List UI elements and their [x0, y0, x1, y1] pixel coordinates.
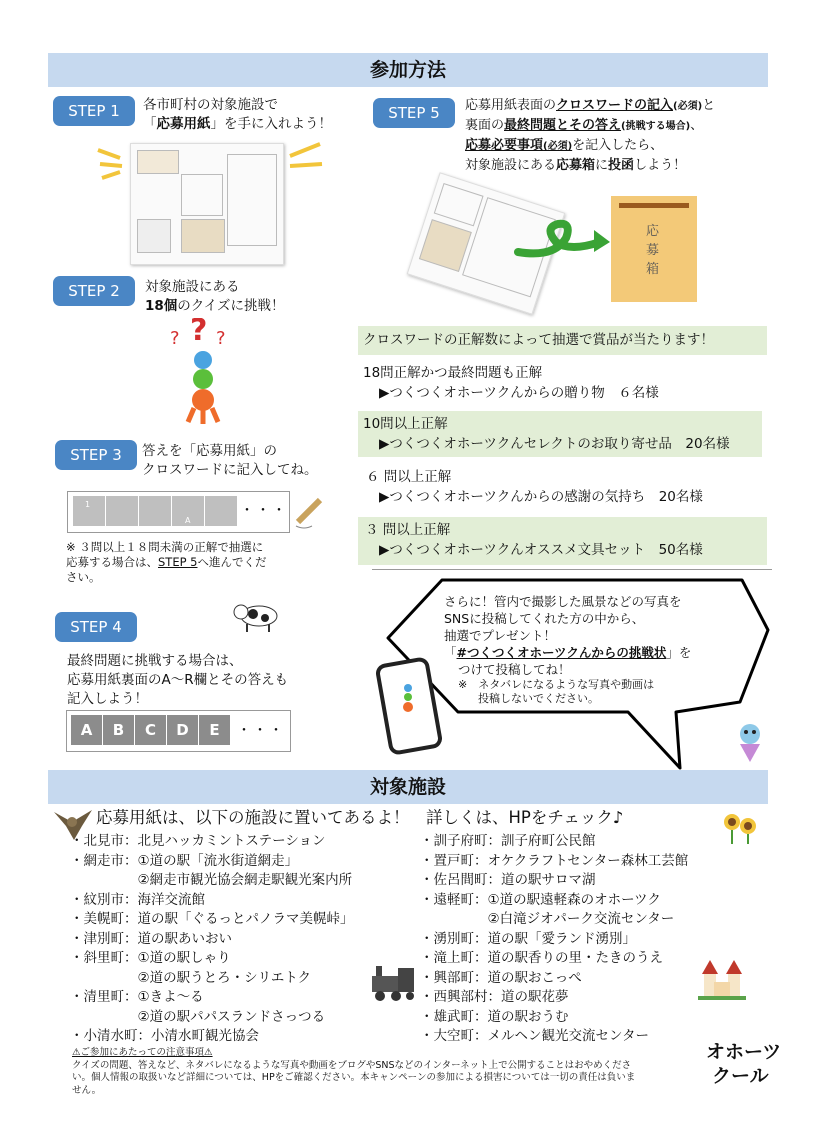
- step2-line2: 18個のクイズに挑戦！: [145, 298, 285, 314]
- prize-item: [358, 517, 767, 565]
- notice-line1: クイズの問題、答えなど、ネタバレになるような写真や動画をブログやSNSなどのインターネット上で公開することはおやめくださ: [72, 1059, 632, 1071]
- step5-link[interactable]: STEP 5: [158, 555, 198, 569]
- prize-item: [358, 411, 762, 457]
- step4-line1: 最終問題に挑戦する場合は、: [67, 653, 243, 669]
- smartphone-icon: [372, 656, 442, 756]
- spark-lines-left: [96, 142, 126, 182]
- facility-item: ・興部町：道の駅おこっぺ: [420, 969, 582, 986]
- facility-list-right: [420, 832, 688, 1047]
- step5-line3: 応募必要事項(必須)を記入したら、: [465, 138, 664, 153]
- step1-text: [143, 96, 332, 134]
- prize-item: [358, 363, 767, 403]
- green-arrow-icon: [514, 208, 614, 268]
- facility-item: ・清里町：①きよ～る: [70, 989, 204, 1005]
- application-box-label: 応募箱: [646, 224, 660, 277]
- step5-line2: 裏面の最終問題とその答え(挑戦する場合)、: [465, 118, 704, 133]
- step2-text: [145, 278, 285, 316]
- notice-title: ⚠ご参加にあたっての注意事項⚠: [72, 1047, 213, 1058]
- notice: [72, 1047, 635, 1097]
- facility-item: ・湧別町：道の駅「愛ランド湧別」: [420, 930, 636, 947]
- step4-text: [67, 652, 288, 709]
- bubble-note2: 投稿しないでください。: [478, 692, 599, 705]
- step5-text: [465, 96, 715, 175]
- pen-icon: [292, 496, 326, 532]
- hashtag: #つくつくオホーツクんからの挑戦状: [456, 645, 667, 660]
- bubble-line2: SNSに投稿してくれた方の中から、: [444, 611, 645, 626]
- quiz-character-icon: [168, 318, 238, 428]
- step3-note-line1: ※ ３問以上１８問未満の正解で抽選に: [66, 540, 264, 554]
- facility-intro: 応募用紙は、以下の施設に置いてあるよ！ 詳しくは、HPをチェック♪: [96, 808, 624, 827]
- bubble-line5: つけて投稿してね！: [458, 662, 571, 677]
- facility-item: ・小清水町：小清水町観光協会: [70, 1028, 259, 1044]
- facility-item: ・西興部村：道の駅花夢: [420, 989, 569, 1005]
- step4-badge: STEP 4: [55, 612, 137, 642]
- facility-item: ・津別町：道の駅あいおい: [70, 930, 232, 947]
- answer-dots: ・・・: [237, 723, 285, 739]
- prize-condition: 10問以上正解: [363, 416, 448, 432]
- step4-line2: 応募用紙裏面のA～R欄とその答えも: [67, 672, 289, 688]
- sunflower-icon: [720, 810, 760, 846]
- step2-badge: STEP 2: [53, 276, 135, 306]
- facility-item: ・大空町：メルヘン観光交流センター: [420, 1028, 649, 1044]
- section-title-participation: 参加方法: [48, 53, 768, 87]
- crossword-dots: ・・・: [240, 503, 288, 519]
- letter-cell: E: [199, 715, 231, 745]
- facility-item: ②道の駅うとろ・シリエトク: [70, 969, 312, 986]
- prize-condition: 18問正解かつ最終問題も正解: [363, 365, 543, 381]
- facility-item: ・斜里町：①道の駅しゃり: [70, 950, 231, 966]
- prize-gift: ▶つくつくオホーツクんセレクトのお取り寄せ品 20名様: [379, 436, 730, 452]
- facility-item: ・佐呂間町：道の駅サロマ湖: [420, 872, 596, 888]
- facility-item: ・置戸町：オケクラフトセンター森林工芸館: [420, 852, 689, 869]
- application-box: [611, 196, 697, 302]
- step1-badge: STEP 1: [53, 96, 135, 126]
- notice-line2: い。個人情報の取扱いなど詳細については、HPをご確認ください。本キャンペーンの参加による損害については一切の責任は負いま: [72, 1072, 636, 1083]
- prize-gift: ▶つくつくオホーツクんからの贈り物 ６名様: [379, 385, 659, 401]
- facility-item: ・網走市：①道の駅「流氷街道網走」: [70, 852, 299, 869]
- bubble-hashtag-line: 「#つくつくオホーツクんからの挑戦状」を: [444, 645, 692, 660]
- facility-item: ②白滝ジオパーク交流センター: [420, 911, 675, 927]
- final-answer-sample: [66, 710, 291, 752]
- cow-icon: [233, 598, 283, 634]
- prize-condition: ３ 問以上正解: [365, 522, 451, 538]
- bubble-text: [444, 593, 691, 706]
- step4-line3: 記入しよう！: [67, 691, 148, 707]
- prize-divider: [372, 569, 772, 570]
- facility-item: ・訓子府町：訓子府町公民館: [420, 833, 596, 849]
- step5-badge: STEP 5: [373, 98, 455, 128]
- bubble-note1: ※ ネタバレになるような写真や動画は: [458, 678, 655, 691]
- facility-item: ・滝上町：道の駅香りの里・たきのうえ: [420, 950, 663, 966]
- step5-line1: 応募用紙表面のクロスワードの記入(必須)と: [465, 98, 716, 113]
- step3-badge: STEP 3: [55, 440, 137, 470]
- letter-cell: B: [103, 715, 135, 745]
- bubble-line1: さらに！管内で撮影した風景などの写真を: [444, 594, 682, 609]
- crossword-sample: [67, 491, 290, 533]
- step2-line1: 対象施設にある: [145, 279, 240, 295]
- facility-item: ・北見市：北見ハッカミントステーション: [70, 833, 326, 849]
- prize-header: クロスワードの正解数によって抽選で賞品が当たります！: [358, 326, 767, 355]
- notice-line3: せん。: [72, 1084, 102, 1096]
- step1-line1: 各市町村の対象施設で: [143, 97, 278, 113]
- svg-text:?: ?: [216, 328, 226, 349]
- step1-line2: 「応募用紙」を手に入れよう！: [143, 116, 332, 132]
- okhotsk-cool-logo: [706, 1040, 781, 1088]
- step3-line1: 答えを「応募用紙」の: [142, 443, 277, 459]
- letter-cell: D: [167, 715, 199, 745]
- prize-condition: ６ 問以上正解: [366, 469, 452, 485]
- application-form-image: [130, 143, 284, 265]
- step3-text: [142, 442, 318, 480]
- spark-lines-right: [286, 142, 326, 182]
- prize-item: [358, 467, 767, 509]
- grid-number: 1: [85, 500, 91, 509]
- bubble-line3: 抽選でプレゼント！: [444, 628, 557, 643]
- step3-line2: クロスワードに記入してね。: [142, 462, 318, 478]
- prize-gift: ▶つくつくオホーツクんオススメ文具セット 50名様: [379, 542, 703, 558]
- facility-item: ・紋別市：海洋交流館: [70, 891, 205, 908]
- facility-item: ②網走市観光協会網走駅観光案内所: [70, 872, 353, 888]
- svg-text:?: ?: [190, 318, 208, 348]
- step3-note-line2: 応募する場合は、STEP 5へ進んでくだ: [66, 555, 267, 569]
- step5-line4: 対象施設にある応募箱に投函しよう！: [465, 158, 687, 173]
- section-title-facilities: 対象施設: [48, 770, 768, 804]
- step3-note: [66, 540, 267, 585]
- grid-letter: A: [185, 516, 191, 525]
- svg-text:?: ?: [170, 328, 180, 349]
- prize-gift: ▶つくつくオホーツクんからの感謝の気持ち 20名様: [379, 489, 703, 505]
- letter-cell: C: [135, 715, 167, 745]
- facility-list-left: [70, 832, 354, 1047]
- facility-item: ・美幌町：道の駅「ぐるっとパノラマ美幌峠」: [70, 911, 354, 927]
- step3-note-line3: さい。: [66, 570, 101, 584]
- letter-cell: A: [71, 715, 103, 745]
- logo-line1: オホーツ: [706, 1041, 782, 1063]
- logo-line2: クール: [712, 1065, 769, 1087]
- facility-item: ・雄武町：道の駅おうむ: [420, 1008, 569, 1025]
- mascot-icon: [730, 716, 770, 766]
- steam-train-icon: [368, 962, 420, 1002]
- castle-icon: [696, 958, 748, 1002]
- facility-item: ・遠軽町：①道の駅遠軽森のオホーツク: [420, 891, 661, 908]
- facility-item: ②道の駅パパスランドさっつる: [70, 1008, 326, 1025]
